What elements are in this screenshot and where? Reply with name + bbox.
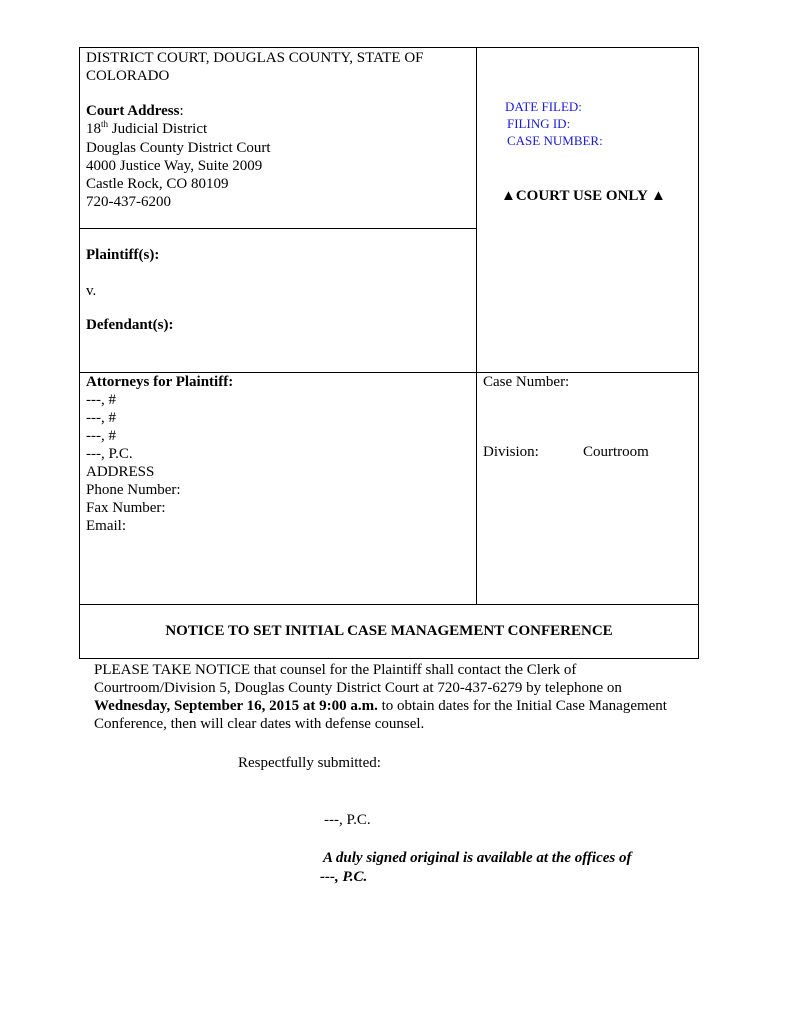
original-note-line1: A duly signed original is available at the offices of [323,850,632,866]
court-name: Douglas County District Court [86,140,271,156]
court-address-block [86,102,471,211]
attorney-email: Email: [86,518,126,534]
court-address-heading [86,102,471,120]
document-title: NOTICE TO SET INITIAL CASE MANAGEMENT CONFERENCE [165,623,613,639]
body-line: PLEASE TAKE NOTICE that counsel for the Plaintiff shall contact the Clerk of [94,662,577,678]
versus: v. [86,283,97,299]
district-number: 18 [86,121,101,137]
court-use-only-label: ▲COURT USE ONLY ▲ [501,188,666,204]
division-label: Division: [483,444,539,460]
court-use-cell [476,47,699,373]
attorney-phone: Phone Number: [86,482,181,498]
case-number-stamp-label: CASE NUMBER: [507,133,603,148]
attorney-fax: Fax Number: [86,500,166,516]
body-line-rest: to obtain dates for the Initial Case Management [377,698,667,714]
original-note-line2: ---, P.C. [320,869,368,885]
district-ordinal: th [101,119,109,129]
court-address-colon: : [179,103,184,119]
notice-body [94,661,714,733]
signature-firm: ---, P.C. [324,812,371,828]
courtroom-label: Courtroom [583,444,649,460]
date-filed-label: DATE FILED: [505,99,582,114]
defendants-label: Defendant(s): [86,317,174,333]
judicial-district [86,120,471,138]
attorneys-heading: Attorneys for Plaintiff: [86,374,234,390]
court-city: Castle Rock, CO 80109 [86,176,229,192]
body-line [94,697,714,715]
attorney-firm: ---, P.C. [86,446,133,462]
attorney-line: ---, # [86,410,116,426]
attorney-line: ---, # [86,428,116,444]
case-info-cell [476,372,699,605]
attorney-address: ADDRESS [86,464,155,480]
court-block [86,49,471,85]
court-name-line2: COLORADO [86,68,170,84]
case-number-label: Case Number: [483,374,570,390]
filing-id-label: FILING ID: [507,116,571,131]
conference-date: Wednesday, September 16, 2015 at 9:00 a.m. [94,698,378,714]
court-street: 4000 Justice Way, Suite 2009 [86,158,263,174]
attorneys-block [86,373,471,535]
body-line: Courtroom/Division 5, Douglas County District Court at 720-437-6279 by telephone on [94,680,622,696]
court-address-label: Court Address [86,103,180,119]
attorney-line: ---, # [86,392,116,408]
district-suffix: Judicial District [108,121,208,137]
court-phone: 720-437-6200 [86,194,171,210]
body-line: Conference, then will clear dates with defense counsel. [94,716,425,732]
plaintiffs-label: Plaintiff(s): [86,247,160,263]
court-name-line1: DISTRICT COURT, DOUGLAS COUNTY, STATE OF [86,50,424,66]
respectfully-submitted: Respectfully submitted: [238,755,381,771]
